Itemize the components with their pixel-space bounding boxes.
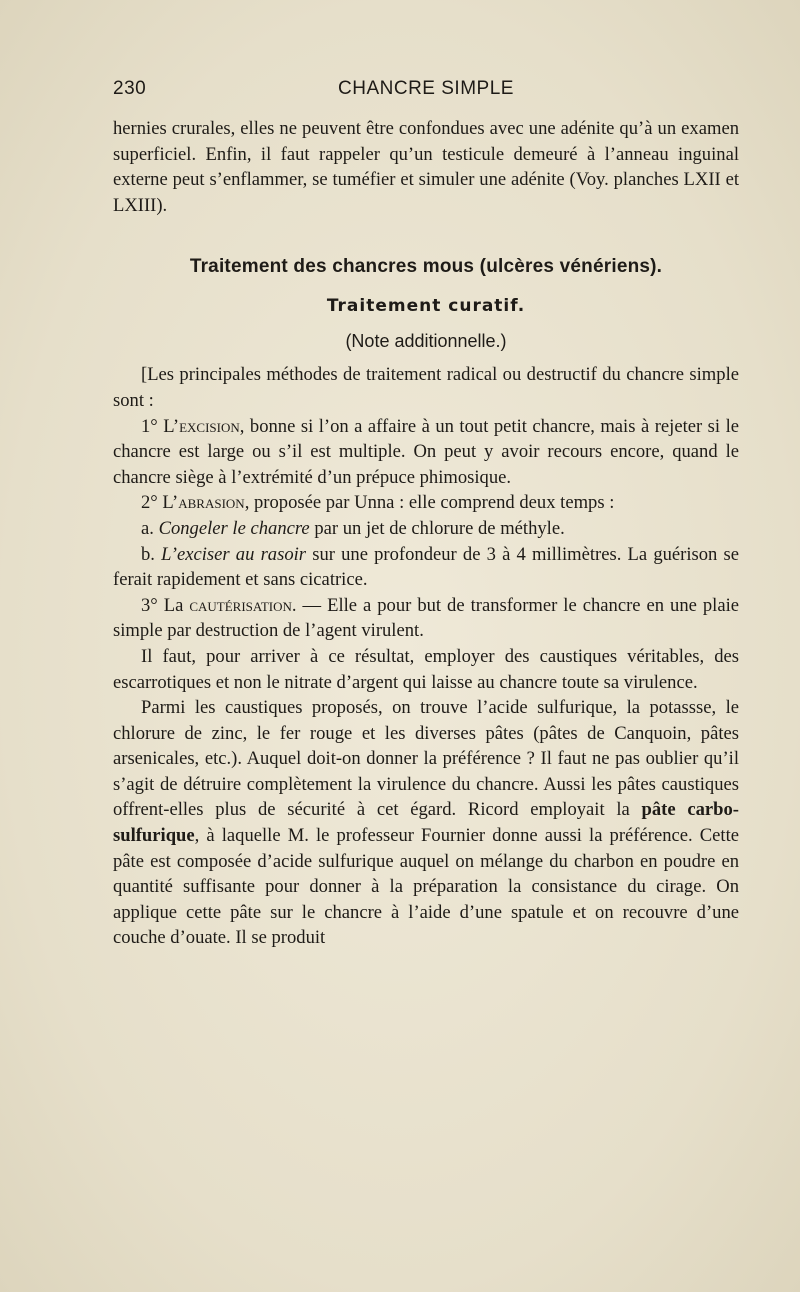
item-number: 2°: [141, 492, 163, 514]
term-excision: L’excision: [163, 415, 240, 437]
paragraph-step-b: [113, 542, 739, 593]
paragraph-excision: [113, 414, 739, 491]
step-b-italic-a: L’exciser: [161, 543, 230, 565]
paste-text-before: Parmi les caustiques proposés, on trouve l’acide sulfurique, la potassse, le chlorure de zinc, le fer rouge et les diverses pâtes (pâtes de Canquoin, pâtes arsenicales, etc.). Auquel doit-on donner la préférence ? Il faut ne pas oublier qu’il s’agit de détruire complètement la virulence du chancre. Aussi les pâtes caustiques offrent-elles plus de sécurité à cet égard. Ricord employait la: [113, 697, 739, 821]
page-header: [113, 78, 739, 108]
step-a-text: par un jet de chlorure de méthyle.: [309, 517, 565, 539]
running-title: CHANCRE SIMPLE: [338, 78, 514, 99]
step-b-text: sur une profondeur de 3 à 4 millimètres. La guérison se ferait rapidement et sans cicatrice.: [113, 543, 740, 591]
paragraph-methods: [Les principales méthodes de traitement radical ou destructif du chancre simple sont :: [113, 364, 739, 411]
paragraph-cauterisation: [113, 593, 739, 644]
paragraph-paste: [113, 695, 739, 951]
step-a-italic: Congeler le chancre: [158, 517, 310, 539]
page-number: 230: [113, 78, 147, 99]
term-paste: pâte carbo-sulfurique: [113, 799, 739, 847]
note-label: (Note additionnelle.): [345, 331, 507, 352]
item-number: 3° La: [141, 594, 190, 616]
paragraph-abrasion: [113, 490, 739, 516]
paragraph-caustics: Il faut, pour arriver à ce résultat, employer des caustiques véritables, des escarrotiques et non le nitrate d’argent qui laisse au chancre toute sa virulence.: [113, 645, 739, 693]
abrasion-text: , proposée par Unna : elle comprend deux temps :: [244, 492, 615, 514]
term-abrasion: L’abrasion: [162, 492, 245, 514]
step-b-italic-b: au rasoir: [229, 543, 307, 565]
book-page: [113, 78, 739, 951]
section-title: Traitement des chancres mous (ulcères vénériens).: [189, 256, 663, 278]
term-cauterisation: cautérisation: [189, 594, 292, 616]
cauterisation-text: . — Elle a pour but de transformer le chancre en une plaie simple par destruction de l’agent virulent.: [113, 594, 739, 642]
paste-text-after: , à laquelle M. le professeur Fournier donne aussi la préférence. Cette pâte est composée d’acide sulfurique auquel on mélange du charbon en poudre en quantité suffisante pour donner à la préparation la consistance du cirage. On applique cette pâte sur le chancre à l’aide d’une spatule et on recouvre d’une couche d’ouate. Il se produit: [113, 825, 739, 949]
intro-paragraph: hernies crurales, elles ne peuvent être confondues avec une adénite qu’à un examen superficiel. Enfin, il faut rappeler qu’un testicule demeuré à l’anneau inguinal externe peut s’enflammer, se tuméfier et simuler une adénite (Voy. planches LXII et LXIII).: [113, 118, 739, 216]
step-label: b.: [141, 543, 162, 565]
subsection-title: Traitement curatif.: [326, 296, 526, 317]
excision-text: , bonne si l’on a affaire à un tout petit chancre, mais à rejeter si le chancre est large ou s’il est multiple. On peut y avoir recours encore, quand le chancre siège à l’extrémité d’un prépuce phimosique.: [113, 415, 739, 488]
paragraph-step-a: [113, 516, 739, 542]
step-label: a.: [141, 517, 159, 539]
item-number: 1°: [141, 415, 164, 437]
